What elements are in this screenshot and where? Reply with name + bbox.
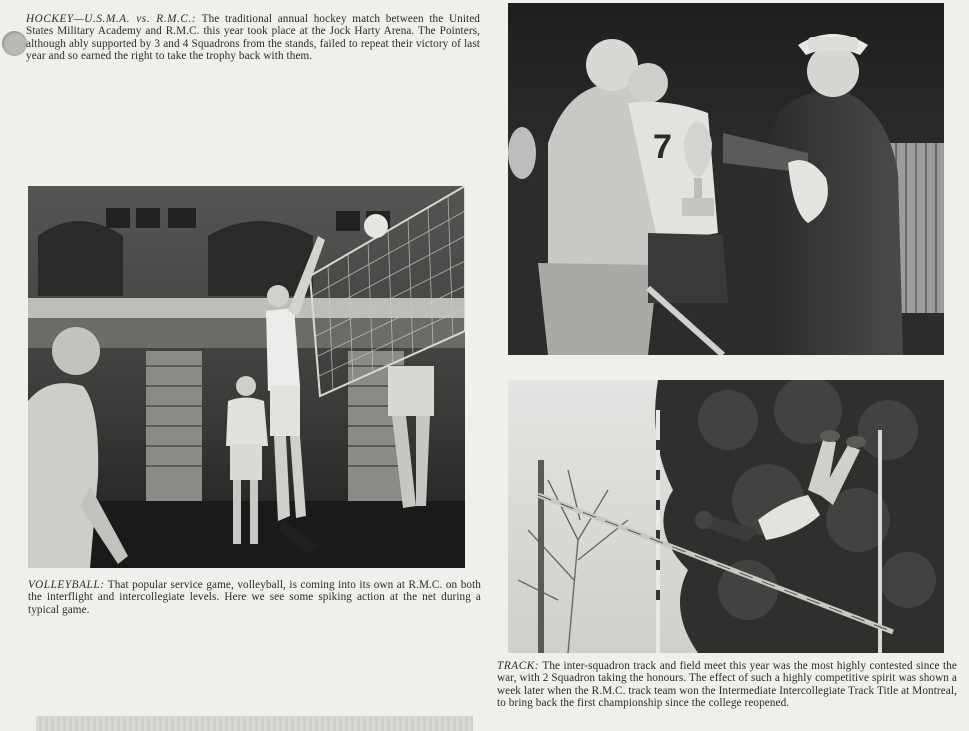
volleyball-caption-lead: VOLLEYBALL:: [28, 579, 105, 591]
hockey-caption-body: The traditional annual hockey match between the United States Military Academy and R.M.C. this year took place at the Jock Harty Arena. The Pointers, although ably supported by 3 and 4 Squadrons from the stands, failed to repeat their victory of last year and so earned the right to take the trophy back with them.: [26, 13, 480, 63]
jersey-number: 7: [653, 128, 672, 166]
volleyball-scene: [28, 186, 465, 568]
hockey-trophy-scene: [508, 3, 944, 355]
hole-punch: [2, 31, 27, 56]
track-caption-body: The inter-squadron track and field meet this year was the most highly contested since the war, with 2 Squadron taking the honours. The effect of such a highly competitive spirit was shown a week later when the R.M.C. track team won the Intermediate Intercollegiate Track Title at Montreal, to bring back the first championship since the college reopened.: [497, 660, 957, 710]
page-edge-strip: [36, 716, 473, 731]
hockey-caption: [26, 13, 480, 63]
volleyball-caption-body: That popular service game, volleyball, is coming into its own at R.M.C. on both the interflight and intercollegiate levels. Here we see some spiking action at the net during a typical game.: [28, 579, 481, 616]
track-caption: [497, 660, 957, 710]
track-caption-lead: TRACK:: [497, 660, 540, 672]
track-high-jump-photo: [508, 380, 944, 653]
volleyball-photo: [28, 186, 465, 568]
track-scene: [508, 380, 944, 653]
hockey-caption-lead: HOCKEY—U.S.M.A. vs. R.M.C.:: [26, 13, 197, 25]
hockey-trophy-photo: [508, 3, 944, 355]
volleyball-caption: [28, 579, 481, 616]
